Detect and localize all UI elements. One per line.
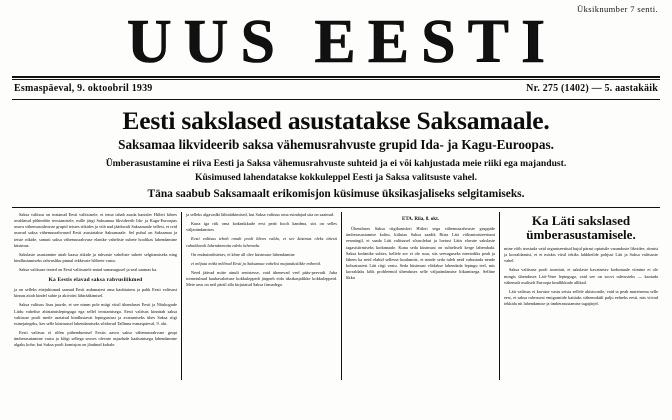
column-4 xyxy=(500,212,662,380)
paragraph: ja on selleks ettejuhtunud saanud Eesti asdamatest oma kaubiaiavu ja pahk Eesti valitsust kinnas aitab kindel suhte ja akivoini läbirääkimisel. xyxy=(14,287,177,299)
byline: ETA. Riia, 8. okt. xyxy=(402,216,439,222)
dateline-date: Esmaspäeval, 9. oktoobril 1939 xyxy=(14,83,153,95)
paragraph-italic: ei mõjuta mitki mõõrad Eesti ja Saksamaa vahelisi majanduslikke mihreid. xyxy=(191,260,321,266)
paragraph: Ühenduses Saksa riigikantsleri Hitleri sega vähemusrahvuste gruppide ümberasustamise kohtu, kiilutas Saksa saadik Riias Läti välisministeeriumi eesmärgil, et saada Läti valitsusel sõusolekut ja loetust Lätis elavate sakslaste tagasisiirmiseks kodumaale. Kuna seda küsimust on suhteliselt kerge lahendada. Saksa kodanike suhtes, kellele arv ei ole suur, siis seesuguseks meetodiks peab ja lähem ka neid elabid sellesse kuulumist, et nende seda tuleb neid vabastada nende kohustustest Läti riigi vastu. Seda küsimust võidakse lahendada lepingu teel, mis korraldaks kõik probleemid ühenduses selle väljarändamise liikumisega. Selline likku xyxy=(346,226,495,281)
dateline-issue: Nr. 275 (1402) — 5. aastakäik xyxy=(526,83,658,95)
paragraph: Kuna iga riik oma kodanikkude eest peab hoolt kandma, siis on selles väljarändamises xyxy=(186,221,337,233)
secondary-headline: Ka Läti sakslased ümberasustamisele. xyxy=(526,212,636,242)
paragraph-italic: Eesti valitsus tehnb omalt poolt kõnes valdu, et see küsimus oleks täiesti rahuldavalt lahendamotta edeks lahenedu. xyxy=(186,236,337,248)
paragraph: ja selleks algavadki läbirääkimised, kui Saksa valitsus oma esindajad siia on saatnud. xyxy=(186,211,335,217)
paragraph: Sakslaste asustamine aitab kaasa riikide ja rahvaste vaheliste suhete selgitamiseks ning kindlustamiseks rahvusliku pinnal tekkivate hõõrete vastu. xyxy=(14,251,177,264)
article-columns xyxy=(10,212,662,380)
subheadline: Saksamaa likvideerib saksa vähemusrahvuste grupid Ida- ja Kagu-Euroopas. xyxy=(118,136,554,152)
column-subheading: Ka Eestis elavad saksa rahvusliikmed xyxy=(48,277,143,284)
lead-headline-block xyxy=(10,100,662,201)
paragraph: mine võib teostuda vaid organiseeritud kujul pärast optatsile varanduste likvidee, riimist ja korraldamist, et ei miskis viisil tekiks lahkheilde pohjusi Läti ja Saksa valitsuste vahel. xyxy=(504,246,658,264)
paragraph: Saksa valitsuse poolt toonitati, et sakslaste kavatsetav kodumaale viimine ei ole mingis ühenduses Läti-Vene lepinguga, vaid see on soovi rahvusteks — kaotada vähemalt osaliselt Euroopa kindlikkude allikad. xyxy=(504,267,658,285)
paragraph: Läti valitsus ei kavatse vastu seista sellele aktsioonile, vaid ta peab muretsema selle eest, et saksa rahvusest emigrantide kaittaks vähemukült palju eelneks eesti, mis viivad tekkida nii lahendamise ja ümberasustamise tagajärjel. xyxy=(504,288,658,307)
page-title: Eesti sakslased asustatakse Saksamaale. xyxy=(122,105,550,135)
kicker-line-1: Ümberasustamine ei riiva Eesti ja Saksa vähemusrahvuste suhteid ja ei või kahjustada meie riiki ega majandust. xyxy=(105,158,567,170)
paragraph: Eesti valitsus ei rõõm pühendumisel Eestis aasva saksa vähemusrahvuse grupi ümberasutamine vastu ja kõigi sellega seoses olevate asjaolude kaalumisega lahendamine algaks kohe, kui Saksa poolt komisjon on jõudnud kohale. xyxy=(14,330,177,348)
masthead-rule-thick xyxy=(12,76,660,78)
masthead-title: UUS EESTI xyxy=(126,8,558,76)
column-3 xyxy=(342,212,500,380)
paragraph: Need jäävad mitte ainult senistesse, vaid ühenevad veel pääs-peevadi. Juba toimetulnud kaubavahetuse kokkuleppedi järgneb eida üksikasjalikke kokkuleppeid. Meie arus on neil pärtil alla kirjutatud Saksa firmadega xyxy=(186,270,337,288)
paragraph: On endastmõistetav, et kõne all olev küsimuse lahendamine xyxy=(191,251,295,257)
column-2 xyxy=(182,212,342,380)
dateline-bar xyxy=(10,80,662,97)
paragraph: Saksa valitsuse teated on Eesti valitsusele antud samasugusel ja seal saamas ka. xyxy=(19,267,158,273)
kicker-line-3: Täna saabub Saksamaalt erikomisjon küsimuse üksikasjaliseks selgitamiseks. xyxy=(147,187,525,200)
column-1 xyxy=(10,212,182,380)
kicker-line-2: Küsimused lahendatakse kokkuleppel Eesti ja Saksa valitsuste vahel. xyxy=(194,171,477,183)
issue-price-label: Üksiknumber 7 senti. xyxy=(577,4,658,14)
paragraph: Saksa valitsus lisas juurde, et see nimm pole miigi viisil ühenduses Eesti ja Nõukogude Liidu vahelise abistamislepinguga ega sellel teostamisega. Eesti valitsus kinnitab saksa valitsuse poolt meile asetatud kindlustavat lepingustust ja avatamiseks ühes Saksa riigi esinejategeks, kes selle küsimusel lahendamiseks sõidavad Tallinna esmaspäeval, 9. okt. xyxy=(14,302,177,326)
paragraph: Saksa valitsus on teatanud Eesti valitsusele, et tema tahab asuda kantsler Hitleri kõnes avaldatud põhimõtte teostamisele, mille järgi Saksamaa likvideerib Ida- ja Kagu-Euroopas asuva vähemusrahvuste grupid teistes riikides ja viib nad jääduvalt Saksamaale sellest, et reid asuvad saksa vähemusrahvused Eesti asustatakse Saksamaale. Sel puhul on Saksamaa ja teiste riikide, samuti saksa vähemusrahvuse elanike vaheliste suhete hoolikas lahendamine küsimus. xyxy=(14,211,177,248)
headline-rule xyxy=(12,207,660,208)
